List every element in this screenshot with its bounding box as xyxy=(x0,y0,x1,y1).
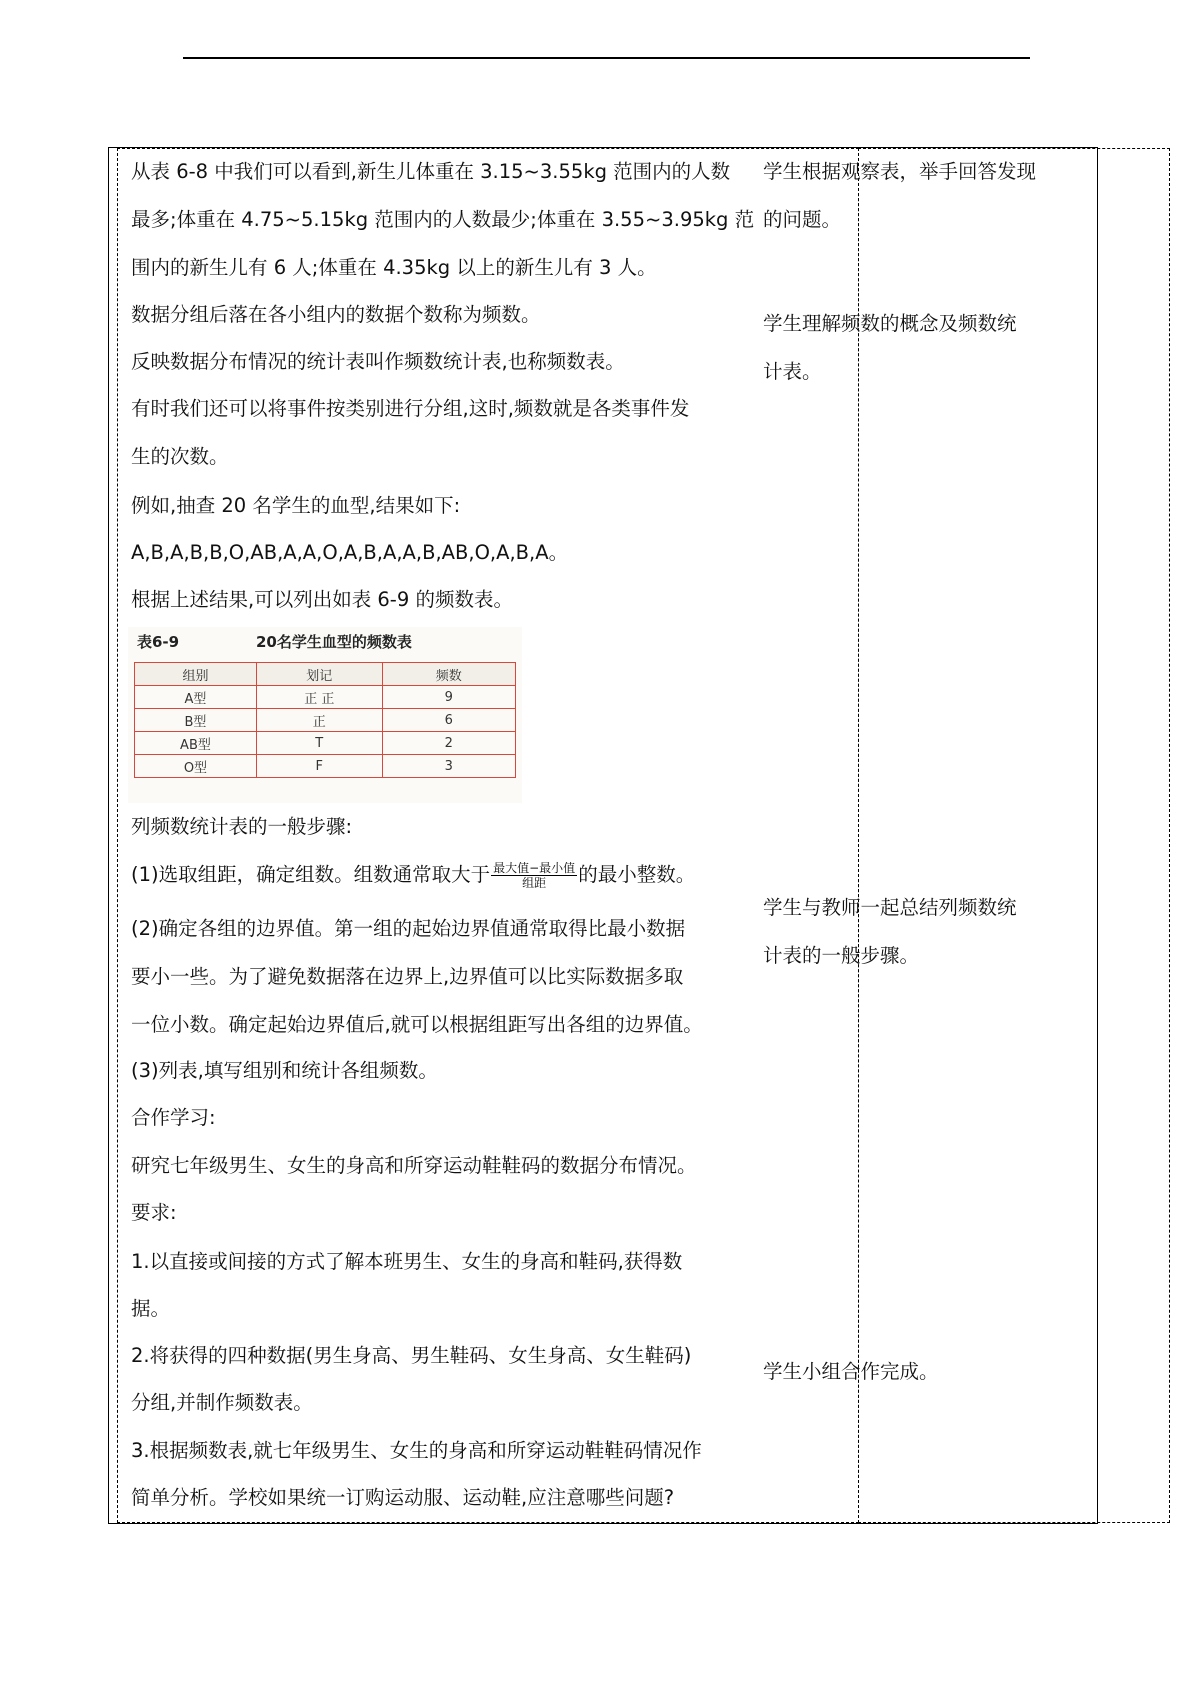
student-activity-column xyxy=(858,148,1170,1523)
table-cell: 9 xyxy=(382,686,515,709)
text-line: (3)列表,填写组别和统计各组频数。 xyxy=(131,1059,438,1082)
table-cell: 3 xyxy=(382,755,515,778)
text-line: 反映数据分布情况的统计表叫作频数统计表,也称频数表。 xyxy=(131,350,625,373)
activity-text: 学生根据观察表，举手回答发现 xyxy=(763,160,1037,183)
text-line: 2.将获得的四种数据(男生身高、男生鞋码、女生身高、女生鞋码) xyxy=(131,1344,692,1367)
activity-text: 的问题。 xyxy=(763,208,842,231)
text-line: 合作学习: xyxy=(131,1106,216,1129)
text-line: 生的次数。 xyxy=(131,445,229,468)
table-cell: T xyxy=(256,732,382,755)
text-line: 最多;体重在 4.75~5.15kg 范围内的人数最少;体重在 3.55~3.95kg 范 xyxy=(131,208,755,231)
table-cell: O型 xyxy=(135,755,257,778)
text-line: 3.根据频数表,就七年级男生、女生的身高和所穿运动鞋鞋码情况作 xyxy=(131,1439,702,1462)
table-cell: 正 正 xyxy=(256,686,382,709)
text-line: 数据分组后落在各小组内的数据个数称为频数。 xyxy=(131,303,541,326)
blood-type-frequency-table xyxy=(134,662,516,778)
step-1 xyxy=(131,857,695,893)
header-tally: 划记 xyxy=(256,663,382,686)
step-1-text: (1)选取组距，确定组数。组数通常取大于 xyxy=(131,863,491,886)
fraction-denominator: 组距 xyxy=(522,876,547,890)
text-line: 1.以直接或间接的方式了解本班男生、女生的身高和鞋码,获得数 xyxy=(131,1250,683,1273)
activity-text: 学生与教师一起总结列频数统 xyxy=(763,896,1017,919)
activity-text: 学生理解频数的概念及频数统 xyxy=(763,312,1017,335)
frequency-table-image xyxy=(128,627,522,803)
header-frequency: 频数 xyxy=(382,663,515,686)
table-cell: AB型 xyxy=(135,732,257,755)
activity-text: 计表。 xyxy=(763,360,822,383)
fraction xyxy=(491,861,577,890)
table-cell: A型 xyxy=(135,686,257,709)
text-line: 从表 6-8 中我们可以看到,新生儿体重在 3.15~3.55kg 范围内的人数 xyxy=(131,160,731,183)
table-row xyxy=(135,709,516,732)
activity-text: 学生小组合作完成。 xyxy=(763,1360,939,1383)
text-line: 一位小数。确定起始边界值后,就可以根据组距写出各组的边界值。 xyxy=(131,1013,703,1036)
text-line: (2)确定各组的边界值。第一组的起始边界值通常取得比最小数据 xyxy=(131,917,686,940)
text-line: 要求: xyxy=(131,1201,177,1224)
activity-text: 计表的一般步骤。 xyxy=(763,944,920,967)
text-line: 研究七年级男生、女生的身高和所穿运动鞋鞋码的数据分布情况。 xyxy=(131,1154,697,1177)
table-cell: 6 xyxy=(382,709,515,732)
header-group: 组别 xyxy=(135,663,257,686)
table-cell: B型 xyxy=(135,709,257,732)
table-header-row xyxy=(135,663,516,686)
step-1-text-end: 的最小整数。 xyxy=(578,863,696,886)
table-row xyxy=(135,732,516,755)
text-line: 分组,并制作频数表。 xyxy=(131,1391,313,1414)
text-line: 要小一些。为了避免数据落在边界上,边界值可以比实际数据多取 xyxy=(131,965,684,988)
table-row xyxy=(135,686,516,709)
text-line: 例如,抽查 20 名学生的血型,结果如下: xyxy=(131,494,461,517)
text-line: 据。 xyxy=(131,1297,171,1320)
text-line: 简单分析。学校如果统一订购运动服、运动鞋,应注意哪些问题? xyxy=(131,1486,675,1509)
fraction-numerator: 最大值−最小值 xyxy=(493,861,576,875)
blood-type-results: A,B,A,B,B,O,AB,A,A,O,A,B,A,A,B,AB,O,A,B,A。 xyxy=(131,541,569,564)
table-row xyxy=(135,755,516,778)
table-cell: 正 xyxy=(256,709,382,732)
table-caption-number: 表6-9 xyxy=(137,633,180,651)
text-line: 根据上述结果,可以列出如表 6-9 的频数表。 xyxy=(131,588,513,611)
table-caption-title: 20名学生血型的频数表 xyxy=(256,633,412,651)
table-cell: 2 xyxy=(382,732,515,755)
text-line: 有时我们还可以将事件按类别进行分组,这时,频数就是各类事件发 xyxy=(131,397,690,420)
text-line: 围内的新生儿有 6 人;体重在 4.35kg 以上的新生儿有 3 人。 xyxy=(131,256,657,279)
steps-title: 列频数统计表的一般步骤: xyxy=(131,815,353,838)
header-rule xyxy=(183,57,1030,59)
table-cell: F xyxy=(256,755,382,778)
